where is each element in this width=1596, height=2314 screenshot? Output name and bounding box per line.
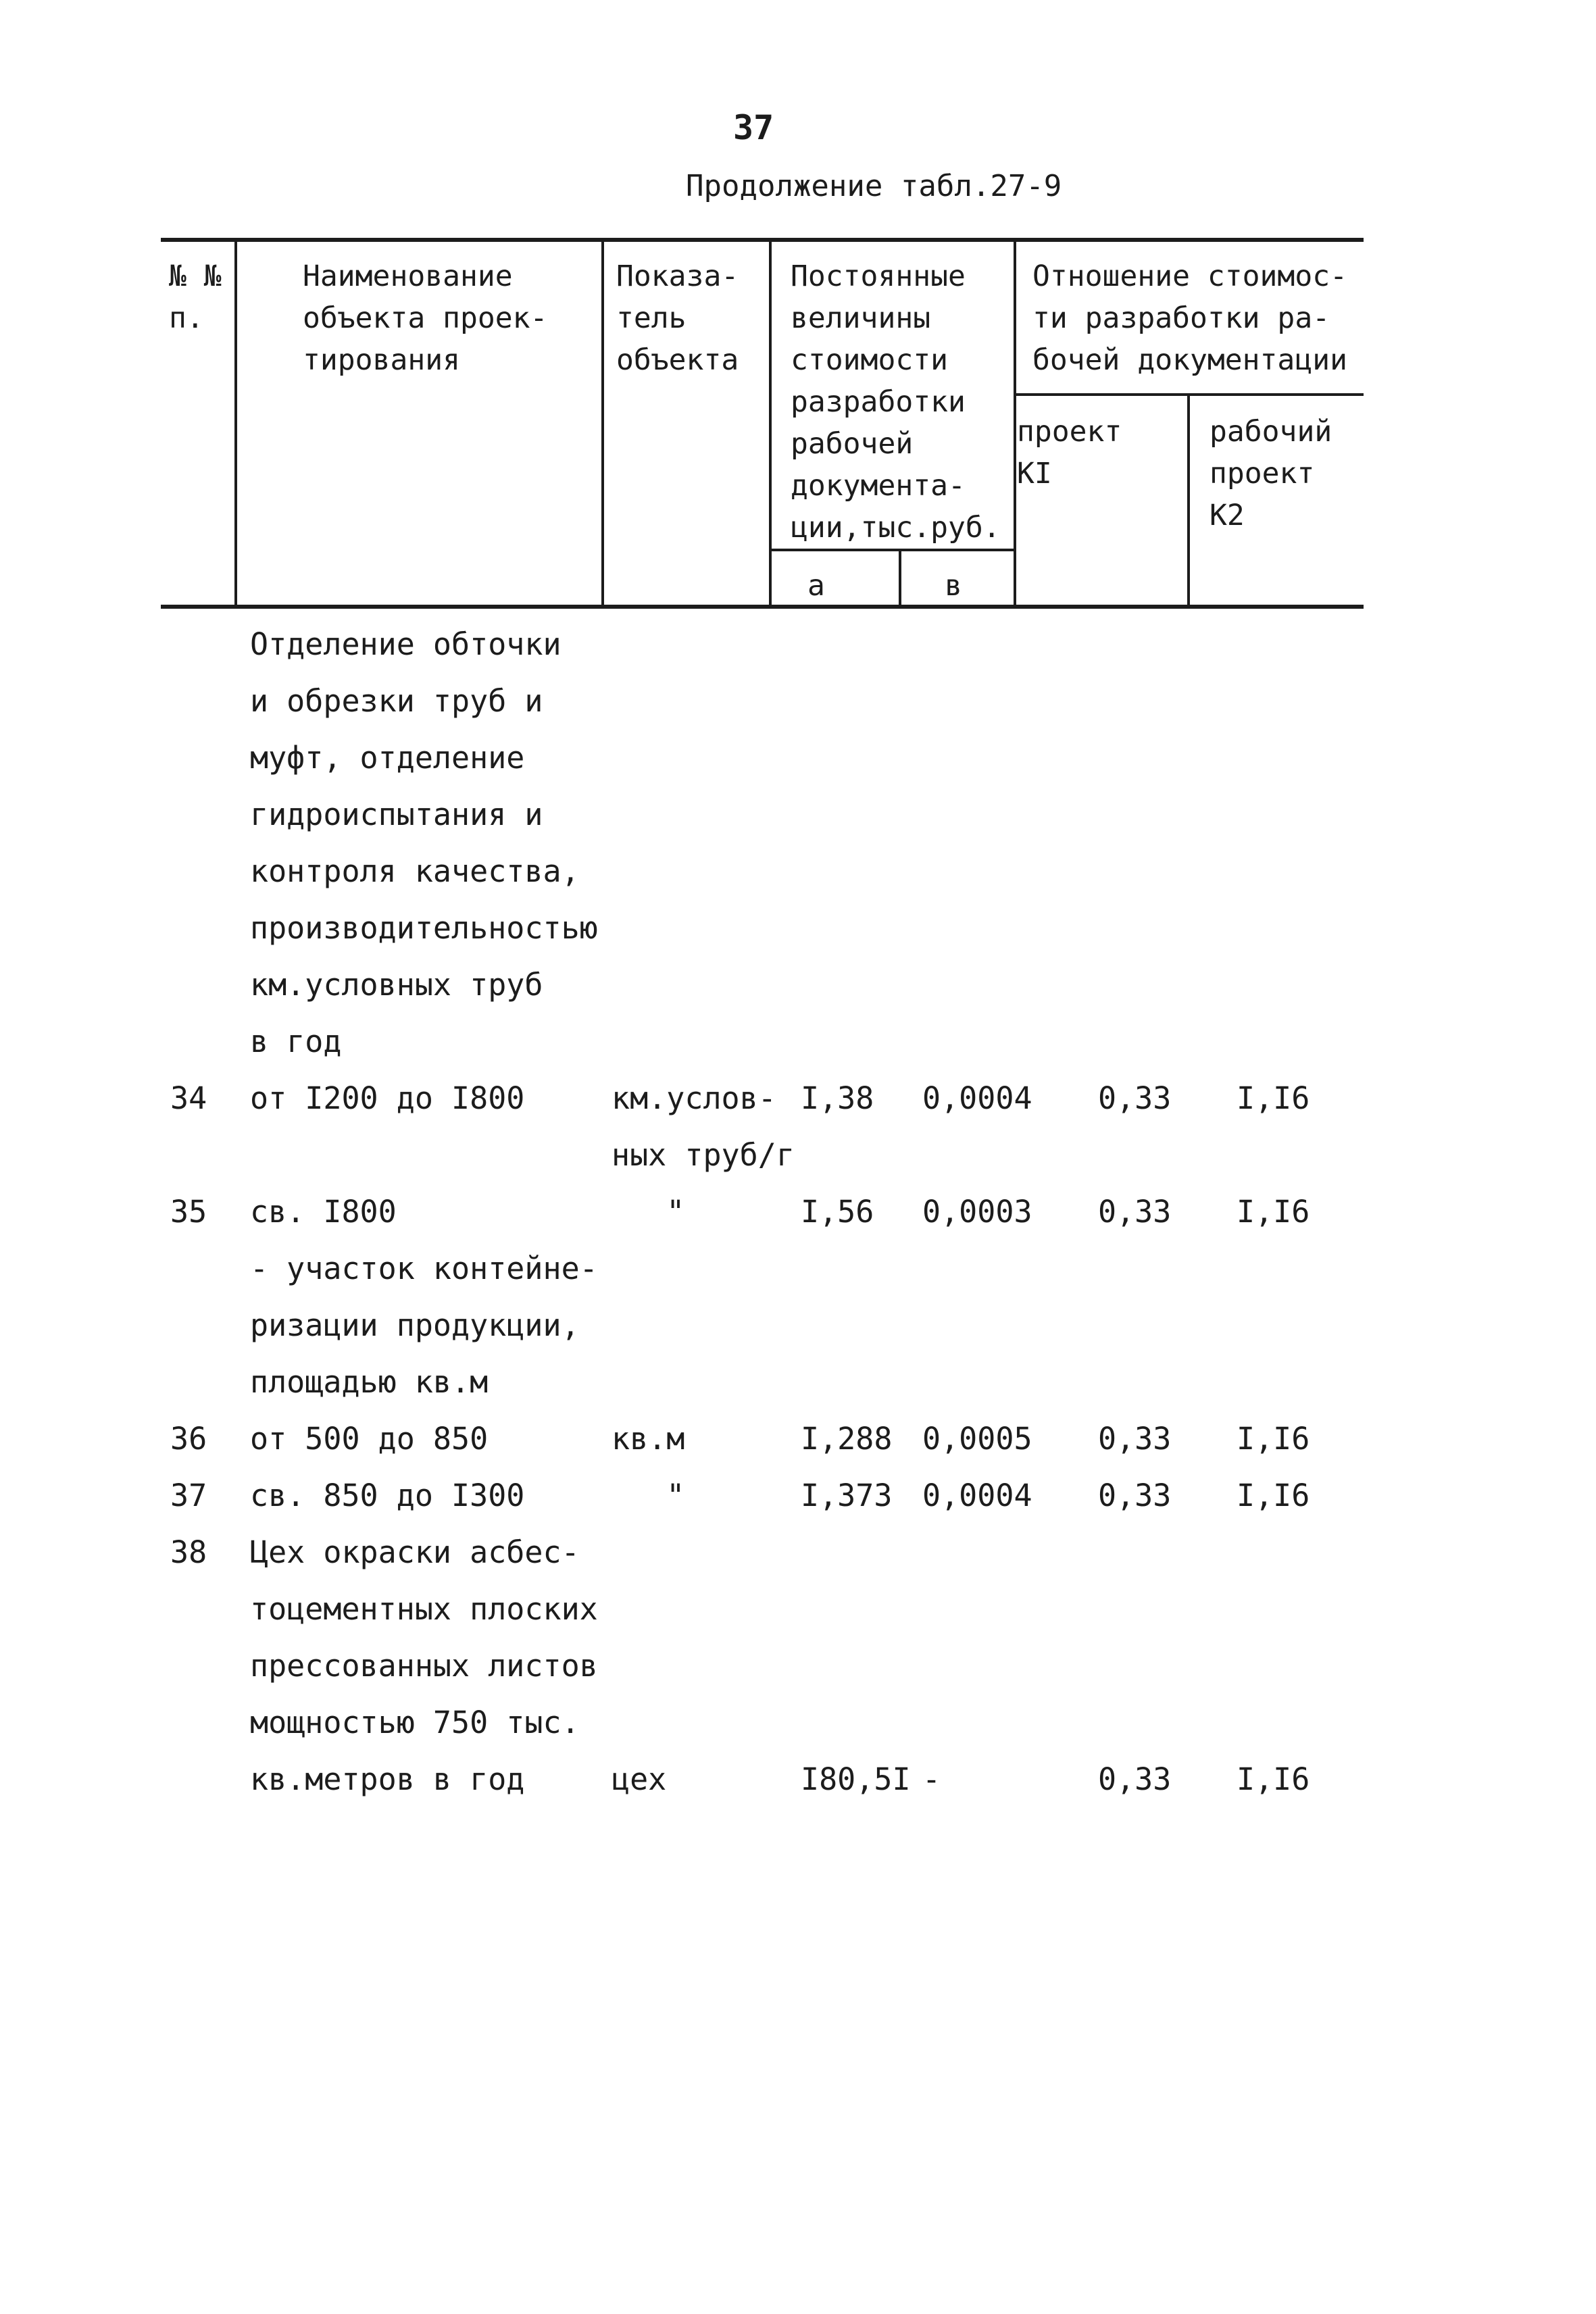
header-sub-a: а — [807, 569, 825, 603]
cell-name: в год — [250, 1024, 342, 1059]
cell-name: производительностью — [250, 910, 598, 946]
cell-k2: I,I6 — [1237, 1421, 1310, 1457]
cell-name: площадью кв.м — [250, 1364, 489, 1400]
cell-num: 34 — [170, 1080, 207, 1116]
cell-unit: км.услов- — [612, 1080, 776, 1116]
cell-name: и обрезки труб и — [250, 683, 543, 719]
subheader-rule — [770, 549, 1014, 551]
cell-k1: 0,33 — [1098, 1421, 1172, 1457]
cell-name: ризации продукции, — [250, 1307, 580, 1343]
cell-name: св. I800 — [250, 1194, 397, 1230]
cell-k1: 0,33 — [1098, 1478, 1172, 1513]
cell-name: - участок контейне- — [250, 1251, 598, 1286]
header-k2: рабочий проект К2 — [1210, 415, 1332, 532]
cell-a: I,373 — [801, 1478, 893, 1513]
cell-k2: I,I6 — [1237, 1080, 1310, 1116]
header-object-name: Наименование объекта проек- тирования — [303, 259, 548, 377]
page-number: 37 — [733, 108, 774, 147]
cell-b: 0,0004 — [922, 1478, 1032, 1513]
cell-name: св. 850 до I300 — [250, 1478, 525, 1513]
cell-k2: I,I6 — [1237, 1761, 1310, 1797]
cell-name: кв.метров в год — [250, 1761, 525, 1797]
header-top-rule — [161, 238, 1364, 242]
header-bottom-rule — [161, 605, 1364, 609]
cell-name: гидроиспытания и — [250, 797, 543, 832]
col-divider-2 — [601, 238, 604, 608]
cell-b: 0,0004 — [922, 1080, 1032, 1116]
cell-num: 36 — [170, 1421, 207, 1457]
cell-name: прессованных листов — [250, 1648, 598, 1684]
cell-k1: 0,33 — [1098, 1080, 1172, 1116]
cell-name: Отделение обточки — [250, 626, 562, 662]
cell-name: от 500 до 850 — [250, 1421, 489, 1457]
col-divider-3 — [769, 238, 772, 608]
cell-name: Цех окраски асбес- — [250, 1534, 580, 1570]
table-caption: Продолжение табл.27-9 — [686, 169, 1062, 203]
cell-b: 0,0005 — [922, 1421, 1032, 1457]
cell-num: 38 — [170, 1534, 207, 1570]
cell-num: 37 — [170, 1478, 207, 1513]
cell-k2: I,I6 — [1237, 1194, 1310, 1230]
cell-name: контроля качества, — [250, 853, 580, 889]
cell-unit: цех — [612, 1761, 667, 1797]
cell-name: тоцементных плоских — [250, 1591, 598, 1627]
col-divider-ab — [899, 549, 901, 608]
cell-unit: ных труб/г — [612, 1137, 795, 1173]
cell-name: от I200 до I800 — [250, 1080, 525, 1116]
header-constant-values: Постоянные величины стоимости разработки рабочей документа- ции,тыс.руб. — [791, 259, 1001, 545]
cell-num: 35 — [170, 1194, 207, 1230]
cell-name: км.условных труб — [250, 967, 543, 1003]
header-cost-ratio: Отношение стоимос- ти разработки ра- бочей документации — [1032, 259, 1347, 377]
cell-unit: кв.м — [612, 1421, 685, 1457]
cell-unit: " — [612, 1478, 685, 1513]
cell-k1: 0,33 — [1098, 1194, 1172, 1230]
cell-k1: 0,33 — [1098, 1761, 1172, 1797]
cell-a: I,56 — [801, 1194, 874, 1230]
header-sub-b: в — [945, 569, 962, 603]
col-divider-5 — [1187, 393, 1190, 608]
header-number: № № п. — [169, 259, 222, 335]
cell-unit: " — [612, 1194, 685, 1230]
cell-k2: I,I6 — [1237, 1478, 1310, 1513]
cell-a: I,288 — [801, 1421, 893, 1457]
header-k1: проект КI — [1017, 415, 1122, 491]
cell-name: муфт, отделение — [250, 740, 525, 776]
cell-a: I80,5I — [801, 1761, 911, 1797]
cell-b: 0,0003 — [922, 1194, 1032, 1230]
cell-a: I,38 — [801, 1080, 874, 1116]
cell-b: - — [922, 1761, 941, 1797]
cell-name: мощностью 750 тыс. — [250, 1705, 580, 1740]
col-divider-1 — [234, 238, 237, 608]
col-divider-4 — [1014, 238, 1016, 608]
header-object-unit: Показа- тель объекта — [616, 259, 739, 377]
